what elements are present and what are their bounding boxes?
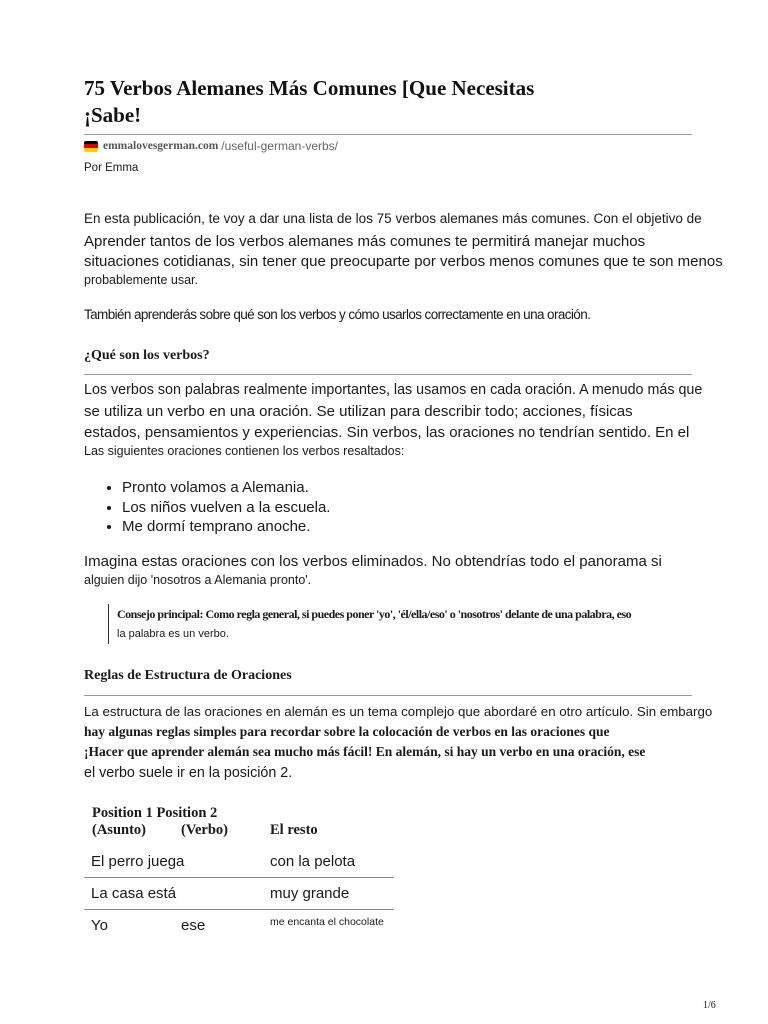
table-header-rest: El resto — [270, 822, 318, 838]
intro-line-3: situaciones cotidianas, sin tener que preocuparte por verbos menos comunes que te son menos — [84, 253, 723, 270]
paragraph-line: Los verbos son palabras realmente importantes, las usamos en cada oración. A menudo más que — [84, 382, 703, 398]
table-header-positions: Position 1 Position 2 — [92, 805, 218, 821]
germany-flag-icon — [84, 141, 98, 152]
table-cell: muy grande — [270, 885, 350, 902]
paragraph-line: se utiliza un verbo en una oración. Se utilizan para describir todo; acciones, físicas — [84, 403, 633, 420]
table-cell: con la pelota — [270, 853, 356, 870]
source-path[interactable]: /useful-german-verbs/ — [221, 139, 338, 153]
table-header-subject: (Asunto) — [92, 822, 146, 838]
paragraph-line: La estructura de las oraciones en alemán es un tema complejo que abordaré en otro artículo. Sin embargo — [84, 704, 713, 719]
tip-line-2: la palabra es un verbo. — [117, 628, 229, 640]
verb-examples-list — [100, 478, 330, 537]
page-title-line2: ¡Sabe! — [84, 103, 142, 127]
section-heading-verbs: ¿Qué son los verbos? — [84, 348, 210, 363]
table-cell: ese — [181, 917, 206, 934]
table-cell: El perro juega — [91, 853, 185, 870]
list-item: • Los niños vuelven a la escuela. — [122, 498, 330, 518]
section-heading-sentence-structure: Reglas de Estructura de Oraciones — [84, 668, 292, 683]
page-number: 1/6 — [703, 1000, 716, 1011]
intro-line-1: En esta publicación, te voy a dar una lista de los 75 verbos alemanes más comunes. Con el objetivo de — [84, 211, 702, 226]
source-domain[interactable]: emmalovesgerman.com — [103, 140, 219, 152]
list-item: • Pronto volamos a Alemania. — [122, 478, 330, 498]
page-title-line1: 75 Verbos Alemanes Más Comunes [Que Necesitas — [84, 76, 535, 100]
paragraph-line-bold: hay algunas reglas simples para recordar sobre la colocación de verbos en las oraciones que — [84, 724, 610, 739]
table-cell: me encanta el chocolate — [270, 916, 384, 928]
table-row-divider — [84, 877, 394, 878]
paragraph-line: Imagina estas oraciones con los verbos eliminados. No obtendrías todo el panorama si — [84, 553, 662, 570]
paragraph-line-bold: ¡Hacer que aprender alemán sea mucho más fácil! En alemán, si hay un verbo en una oración, ese — [84, 744, 646, 759]
table-cell: La casa está — [91, 885, 177, 902]
source-link[interactable] — [84, 139, 338, 153]
paragraph-line: alguien dijo 'nosotros a Alemania pronto'. — [84, 573, 312, 587]
paragraph-line: Las siguientes oraciones contienen los verbos resaltados: — [84, 444, 405, 458]
intro-line-5: También aprenderás sobre qué son los verbos y cómo usarlos correctamente en una oración. — [84, 307, 591, 322]
list-item: • Me dormí temprano anoche. — [122, 517, 330, 537]
tip-quote-bar — [108, 604, 109, 644]
table-row-divider — [84, 909, 394, 910]
table-header-verb: (Verbo) — [181, 822, 228, 838]
author-byline: Por Emma — [84, 162, 139, 174]
intro-line-4: probablemente usar. — [84, 273, 198, 287]
tip-line-1: Consejo principal: Como regla general, si puedes poner 'yo', 'él/ella/eso' o 'nosotros' delante de una palabra, eso — [117, 607, 632, 621]
section-divider — [84, 374, 692, 375]
intro-line-2: Aprender tantos de los verbos alemanes más comunes te permitirá manejar muchos — [84, 233, 646, 250]
title-divider — [84, 134, 692, 135]
section-divider — [84, 695, 692, 696]
paragraph-line: el verbo suele ir en la posición 2. — [84, 765, 293, 781]
table-cell: Yo — [91, 917, 108, 934]
paragraph-line: estados, pensamientos y experiencias. Sin verbos, las oraciones no tendrían sentido. En el — [84, 424, 690, 441]
